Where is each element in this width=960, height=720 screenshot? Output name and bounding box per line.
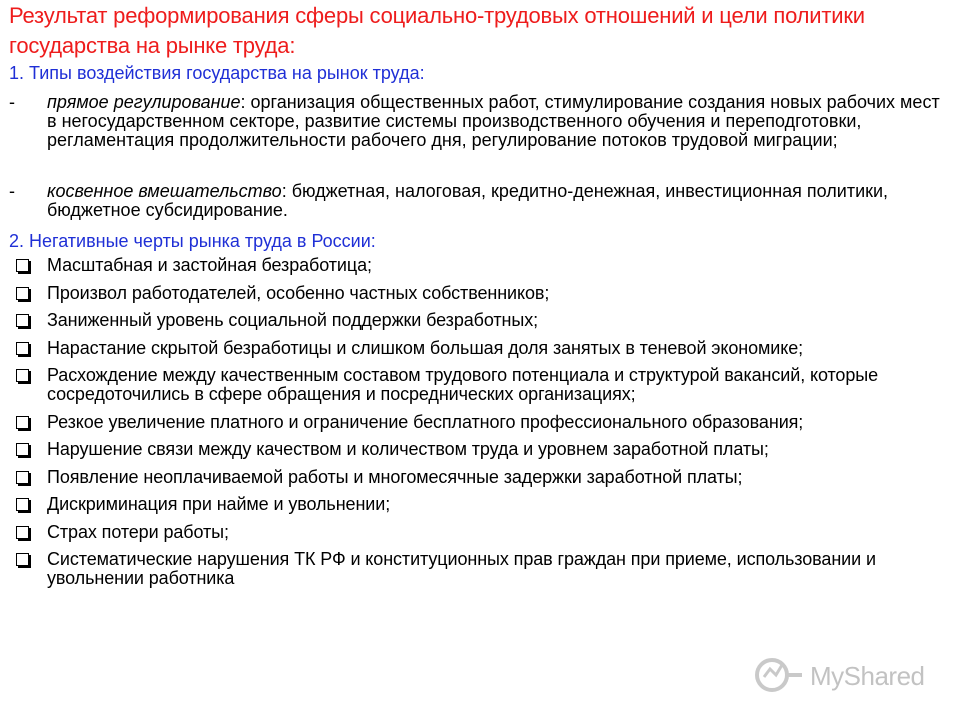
list-item-text: Резкое увеличение платного и ограничение бесплатного профессионального образования;: [47, 411, 804, 432]
list-item-text: Масштабная и застойная безработица;: [47, 255, 372, 275]
square-bullet-icon: [15, 468, 47, 487]
list-item-text: Появление неоплачиваемой работы и многомесячные задержки заработной платы;: [47, 466, 743, 487]
list-item-text: Нарушение связи между качеством и количеством труда и уровнем заработной платы;: [47, 439, 769, 459]
square-bullet-icon: [15, 440, 47, 459]
list-item-text: Произвол работодателей, особенно частных собственников;: [47, 282, 550, 303]
square-bullet-icon: [15, 550, 47, 588]
list-item-text: Систематические нарушения ТК РФ и конституционных прав граждан при приеме, использовании и увольнении работника: [47, 549, 876, 588]
section1-heading: 1. Типы воздействия государства на рынок труда:: [9, 63, 425, 83]
section1-item-direct: [9, 93, 944, 150]
section2-heading: 2. Негативные черты рынка труда в России:: [9, 231, 376, 251]
item-term: косвенное вмешательство: [47, 181, 282, 201]
item-text: [47, 93, 944, 150]
section1-item-indirect: [9, 182, 944, 220]
list-item: [15, 495, 950, 514]
list-item: [15, 468, 950, 487]
list-item-text: Нарастание скрытой безработицы и слишком большая доля занятых в теневой экономике;: [47, 337, 804, 358]
list-item: [15, 550, 950, 588]
list-item: [15, 440, 950, 459]
watermark-text: MyShared: [810, 661, 925, 691]
square-bullet-icon: [15, 311, 47, 330]
list-item-text: Страх потери работы;: [47, 521, 229, 542]
item-description: : бюджетная, налоговая, кредитно-денежная, инвестиционная политики, бюджетное субсидирование.: [47, 181, 889, 220]
square-bullet-icon: [15, 495, 47, 514]
list-item: [15, 284, 950, 303]
square-bullet-icon: [15, 413, 47, 432]
item-description: : организация общественных работ, стимулирование создания новых рабочих мест в негосударственном секторе, развитие системы производственного обучения и переподготовки, регламентация продолжительности рабочего дня, регулирование потоков трудовой миграции;: [47, 92, 940, 150]
square-bullet-icon: [15, 284, 47, 303]
list-item: [15, 339, 950, 358]
square-bullet-icon: [15, 339, 47, 358]
dash-marker: -: [9, 92, 15, 112]
watermark-icon: [752, 655, 808, 695]
list-item-text: Заниженный уровень социальной поддержки безработных;: [47, 310, 538, 330]
negative-features-list: [15, 256, 950, 597]
list-item: [15, 311, 950, 330]
list-item: [15, 366, 950, 404]
list-item: [15, 256, 950, 275]
slide-title: Результат реформирования сферы социально-трудовых отношений и цели политики государства на рынке труда:: [9, 3, 865, 58]
item-term: прямое регулирование: [47, 92, 241, 112]
square-bullet-icon: [15, 366, 47, 404]
square-bullet-icon: [15, 256, 47, 275]
list-item: [15, 523, 950, 542]
list-item-text: Расхождение между качественным составом трудового потенциала и структурой вакансий, которые сосредоточились в сфере обращения и посреднических организациях;: [47, 365, 878, 404]
list-item: [15, 413, 950, 432]
dash-marker: -: [9, 181, 15, 201]
list-item-text: Дискриминация при найме и увольнении;: [47, 494, 391, 514]
item-text: [47, 182, 944, 220]
watermark-logo: [752, 655, 927, 695]
square-bullet-icon: [15, 523, 47, 542]
